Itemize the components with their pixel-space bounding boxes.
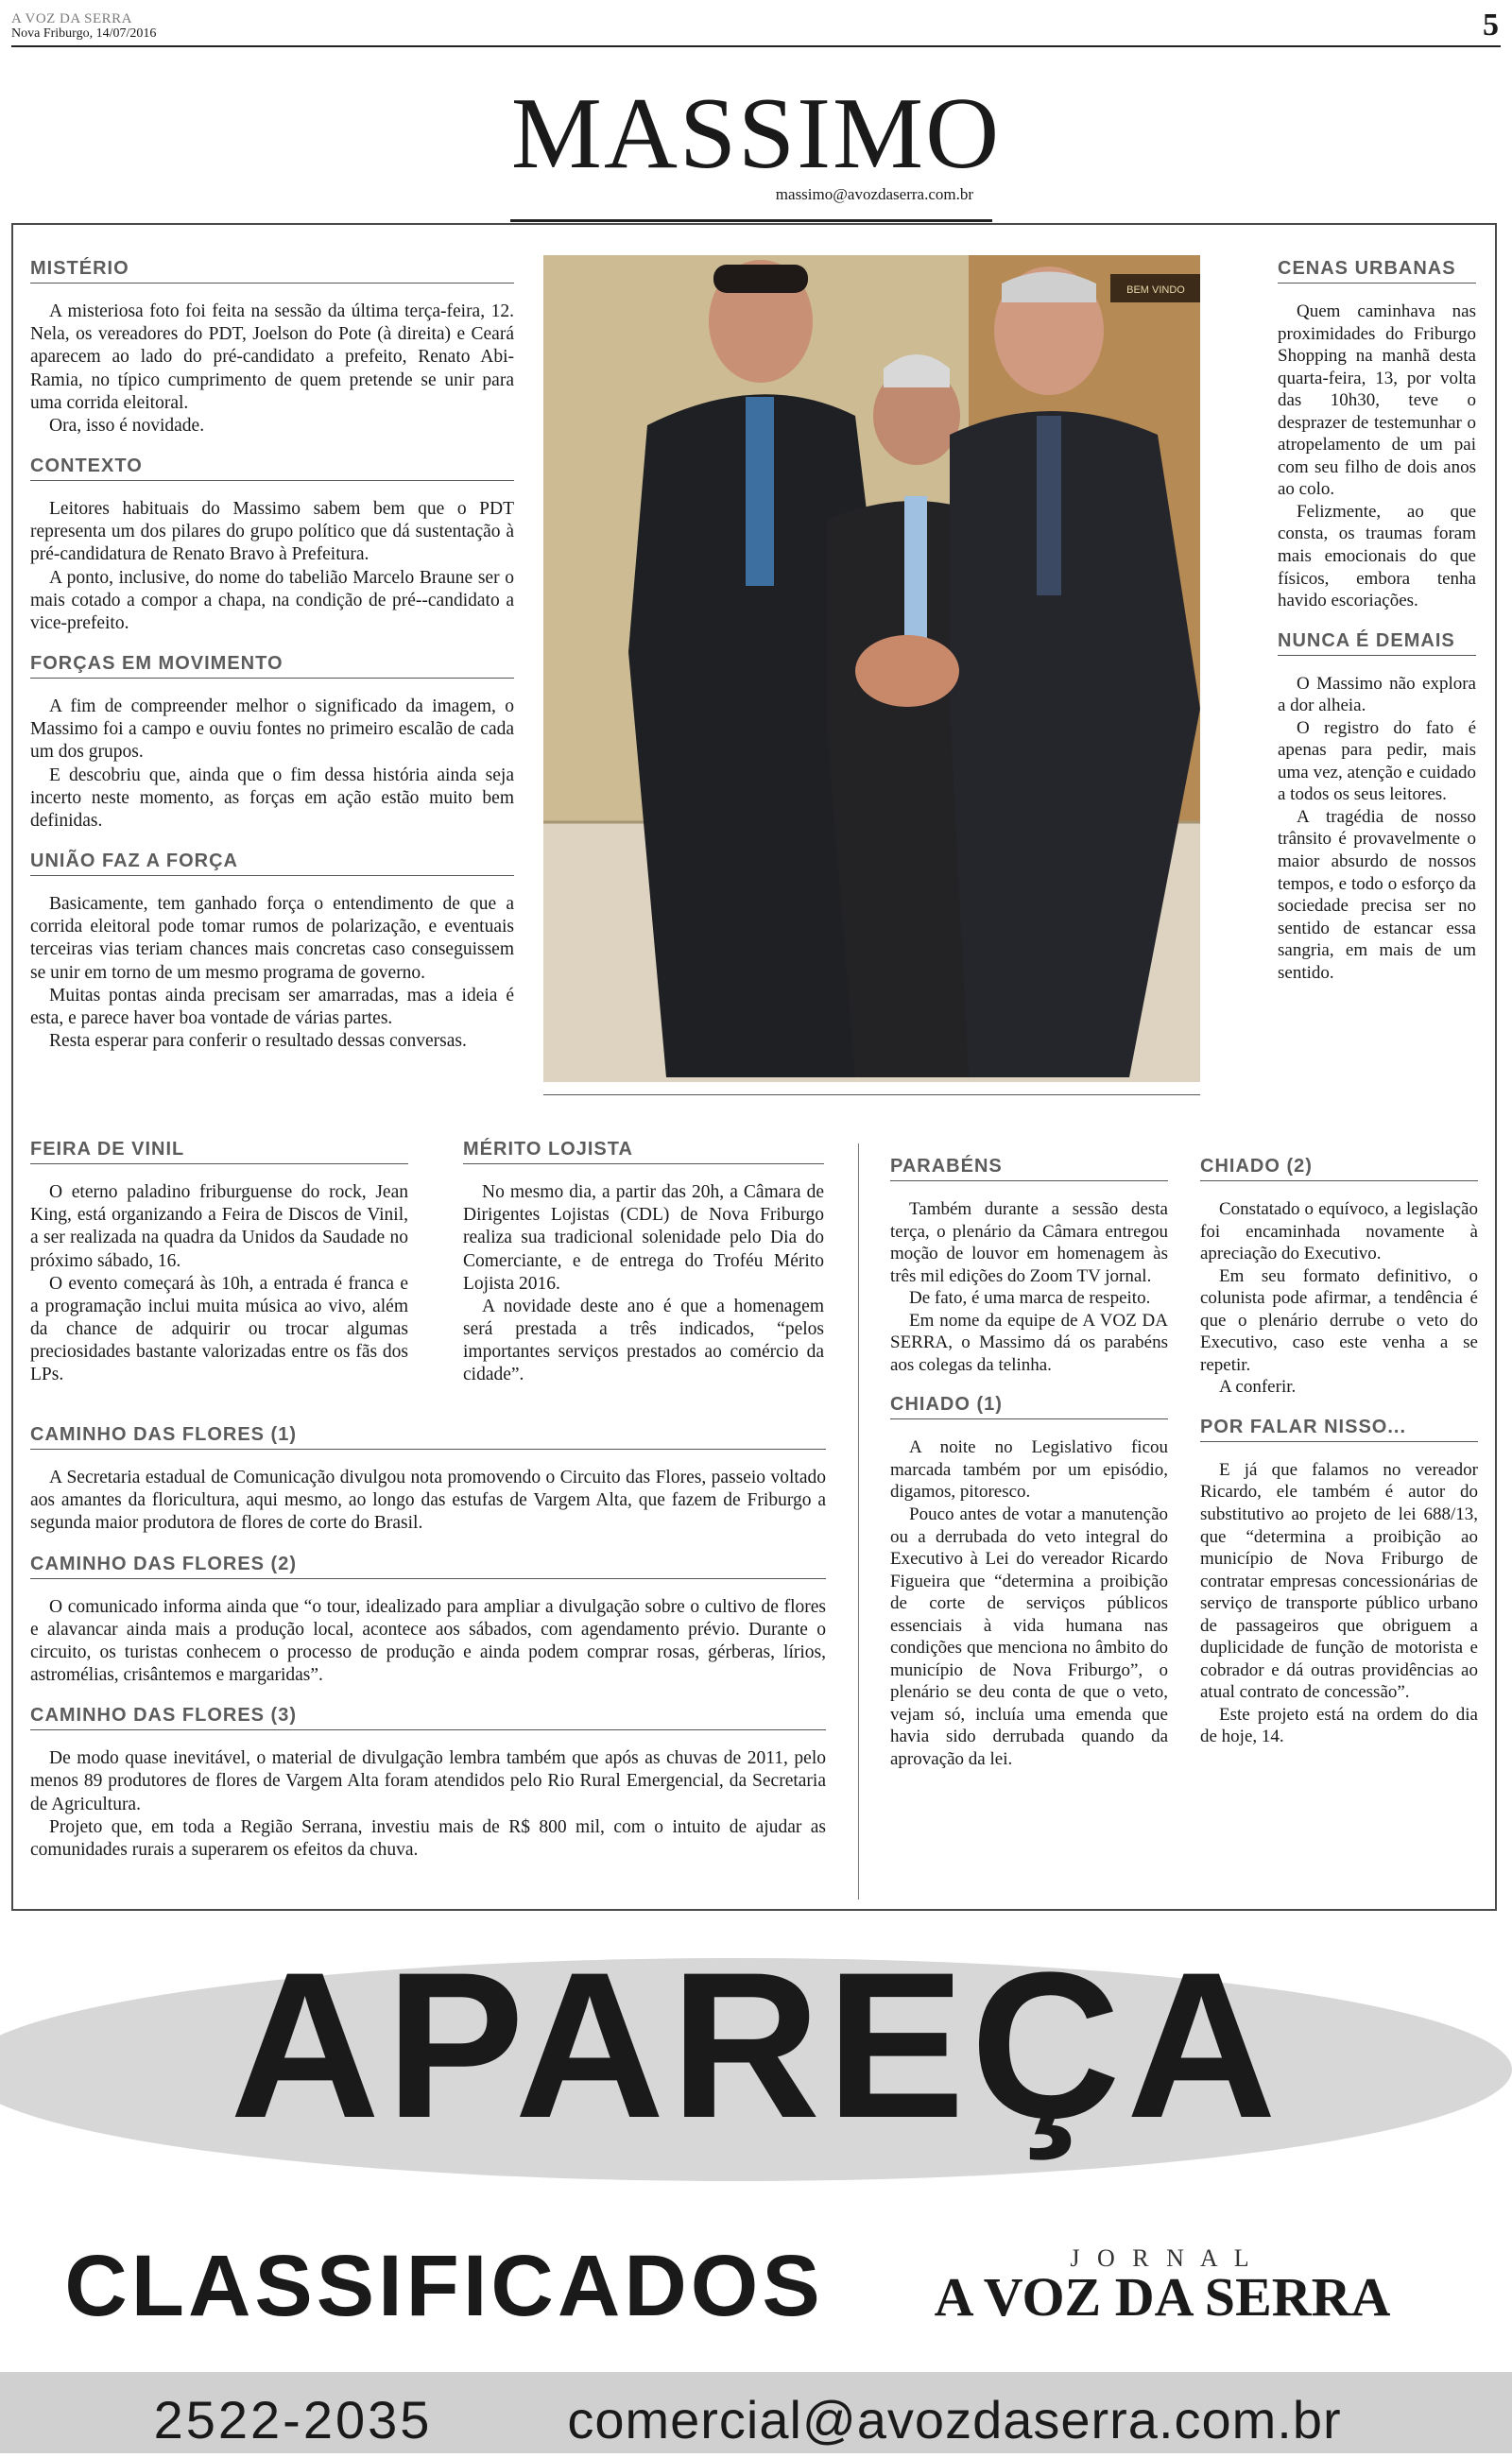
ad-email: comercial@avozdaserra.com.br bbox=[567, 2390, 1342, 2449]
section-gap bbox=[30, 635, 514, 652]
photo-rule bbox=[543, 1094, 1200, 1095]
newspaper-name: A VOZ DA SERRA bbox=[11, 11, 132, 26]
section-gap bbox=[30, 833, 514, 850]
section-heading: CAMINHO DAS FLORES (2) bbox=[30, 1553, 826, 1579]
section-heading: CAMINHO DAS FLORES (1) bbox=[30, 1423, 826, 1450]
paragraph: Resta esperar para conferir o resultado dessas conversas. bbox=[49, 1031, 467, 1052]
classifieds-ad-graphic bbox=[0, 1928, 1512, 2453]
paragraph: A misteriosa foto foi feita na sessão da última terça-feira, 12. Nela, os vereadores do PDT, Joelson do Pote (à direita) e Ceará aparecem ao lado do pré-candidato a prefeito, Renato Abi-Ramia, no típico cumprimento de quem pretende se unir para uma corrida eleitoral. bbox=[30, 301, 514, 413]
paragraph: A novidade deste ano é que a homenagem será prestada a três indicados, “pelos importantes serviços prestados ao comércio da cidade”. bbox=[463, 1296, 824, 1385]
paragraph: A conferir. bbox=[1219, 1377, 1297, 1398]
section-gap bbox=[30, 438, 514, 455]
edition-date: Nova Friburgo, 14/07/2016 bbox=[11, 26, 157, 41]
section-heading: FEIRA DE VINIL bbox=[30, 1138, 408, 1164]
classifieds-advertisement bbox=[0, 1928, 1512, 2453]
section-heading: CHIADO (2) bbox=[1200, 1155, 1478, 1181]
paragraph: Pouco antes de votar a manutenção ou a derrubada do veto integral do Executivo à Lei do vereador Ricardo Figueira que “determina a proibição de corte de serviços públicos essenciais à vida humana nas condições que menciona no âmbito do município de Nova Friburgo”, o plenário se deu conta de que o veto, vejam só, incluía uma emenda que havia sido derrubada quando da aprovação da lei. bbox=[890, 1504, 1168, 1770]
section-heading: NUNCA É DEMAIS bbox=[1278, 629, 1476, 656]
section-gap bbox=[1200, 1399, 1478, 1416]
paragraph: A tragédia de nosso trânsito é provavelmente o maior absurdo de nossos tempos, e todo o esforço da sociedade precisa ser no sentido de estancar essa sangria, em mais de um sentido. bbox=[1278, 806, 1476, 983]
column-email: massimo@avozdaserra.com.br bbox=[775, 185, 973, 203]
paragraph: Este projeto está na ordem do dia de hoje, 14. bbox=[1200, 1704, 1478, 1747]
section-heading: MÉRITO LOJISTA bbox=[463, 1138, 824, 1164]
paragraph: Em nome da equipe de A VOZ DA SERRA, o Massimo dá os parabéns aos colegas da telinha. bbox=[890, 1310, 1168, 1375]
paragraph: Felizmente, ao que consta, os traumas foram mais emocionais do que físicos, embora tenha havido escoriações. bbox=[1278, 501, 1476, 611]
section-heading: CONTEXTO bbox=[30, 455, 514, 481]
ad-headline: APAREÇA bbox=[230, 1929, 1282, 2161]
paragraph: Leitores habituais do Massimo sabem bem que o PDT representa um dos pilares do grupo político que dá sustentação à pré-candidatura de Renato Bravo à Prefeitura. bbox=[30, 499, 514, 565]
paragraph: Em seu formato definitivo, o colunista pode afirmar, a tendência é que o plenário derrube o veto do Executivo, caso este venha a se repetir. bbox=[1200, 1265, 1478, 1375]
ad-brand: A VOZ DA SERRA bbox=[934, 2266, 1391, 2328]
masthead-underline bbox=[510, 206, 992, 222]
paragraph: A noite no Legislativo ficou marcada também por um episódio, digamos, pitoresco. bbox=[890, 1437, 1168, 1503]
bottom-wide-column bbox=[30, 1423, 826, 1862]
page-number: 5 bbox=[1483, 8, 1499, 43]
ad-phone: 2522-2035 bbox=[153, 2390, 433, 2449]
paragraph: Muitas pontas ainda precisam ser amarradas, mas a ideia é esta, e parece haver boa vontade de várias partes. bbox=[30, 985, 514, 1028]
three-men-handshake-photo bbox=[543, 255, 1200, 1082]
section-gap bbox=[1278, 612, 1476, 629]
column-divider bbox=[858, 1143, 859, 1899]
paragraph: Também durante a sessão desta terça, o plenário da Câmara entregou moção de louvor em homenagem às três mil edições do Zoom TV jornal. bbox=[890, 1199, 1168, 1286]
bottom-column-d bbox=[1200, 1155, 1478, 1748]
section-heading: UNIÃO FAZ A FORÇA bbox=[30, 850, 514, 876]
section-heading: POR FALAR NISSO... bbox=[1200, 1416, 1478, 1442]
section-heading: CHIADO (1) bbox=[890, 1393, 1168, 1419]
paragraph: O comunicado informa ainda que “o tour, idealizado para ampliar a divulgação sobre o cultivo de flores e alavancar ainda mais a produção local, acontece aos sábados, com agendamento prévio. Durante o circuito, os turistas conhecem o processo de produção e ainda podem comprar rosas, gérberas, lírios, astromélias, crisântemos e margaridas”. bbox=[30, 1596, 826, 1686]
section-gap bbox=[30, 1687, 826, 1704]
section-heading: CENAS URBANAS bbox=[1278, 257, 1476, 284]
paragraph: De modo quase inevitável, o material de divulgação lembra também que após as chuvas de 2011, pelo menos 89 produtores de flores de Vargem Alta foram atendidos pelo Rio Rural Emergencial, da Secretaria de Agricultura. bbox=[30, 1748, 826, 1814]
paragraph: O registro do fato é apenas para pedir, mais uma vez, atenção e cuidado a todos os seus leitores. bbox=[1278, 717, 1476, 805]
section-gap bbox=[30, 1536, 826, 1553]
paragraph: A Secretaria estadual de Comunicação divulgou nota promovendo o Circuito das Flores, passeio voltado aos amantes da floricultura, aqui mesmo, ao longo das estufas de Vargem Alta, que fazem de Friburgo a segunda maior produtora de flores de corte do Brasil. bbox=[30, 1468, 826, 1534]
paragraph: Ora, isso é novidade. bbox=[49, 415, 205, 436]
paragraph: A fim de compreender melhor o significado da imagem, o Massimo foi a campo e ouviu fontes no primeiro escalão de cada um dos grupos. bbox=[30, 696, 514, 763]
paragraph: Quem caminhava nas proximidades do Friburgo Shopping na manhã desta quarta-feira, 13, por volta das 10h30, teve o desprazer de testemunhar o atropelamento de um pai com seu filho de dois anos ao colo. bbox=[1278, 301, 1476, 500]
section-gap bbox=[890, 1376, 1168, 1393]
paragraph: O evento começará às 10h, a entrada é franca e a programação inclui muita música ao vivo, além da chance de adquirir ou trocar algumas preciosidades bastante valorizadas entre os fãs dos LPs. bbox=[30, 1273, 408, 1385]
right-column bbox=[1278, 257, 1476, 984]
section-heading: MISTÉRIO bbox=[30, 257, 514, 284]
paragraph: O Massimo não explora a dor alheia. bbox=[1278, 673, 1476, 716]
bottom-column-a bbox=[30, 1138, 408, 1387]
paragraph: A ponto, inclusive, do nome do tabelião Marcelo Braune ser o mais cotado a compor a chapa, na condição de pré--candidato a vice-prefeito. bbox=[30, 567, 514, 633]
section-heading: PARABÉNS bbox=[890, 1155, 1168, 1181]
paragraph: E já que falamos no vereador Ricardo, ele também é autor do substitutivo ao projeto de lei 688/13, que “determina a proibição ao município de Nova Friburgo de contratar empresas concessionárias de serviço de transporte público urbano de passageiros que obriguem a duplicidade de função de motorista e cobrador e dá outras providências ao atual contrato de concessão”. bbox=[1200, 1459, 1478, 1703]
ad-jornal-label: J O R N A L bbox=[1070, 2244, 1255, 2272]
paragraph: E descobriu que, ainda que o fim dessa história ainda seja incerto neste momento, as forças em ação estão muito bem definidas. bbox=[30, 765, 514, 831]
paragraph: O eterno paladino friburguense do rock, Jean King, está organizando a Feira de Discos de Vinil, a ser realizada na quadra da Unidos da Saudade no próximo sábado, 16. bbox=[30, 1182, 408, 1271]
header-rule bbox=[11, 45, 1501, 47]
section-heading: FORÇAS EM MOVIMENTO bbox=[30, 652, 514, 679]
ad-subline: CLASSIFICADOS bbox=[64, 2238, 824, 2334]
wall-sign-text: BEM VINDO bbox=[1126, 284, 1185, 296]
bottom-column-c bbox=[890, 1155, 1168, 1771]
paragraph: No mesmo dia, a partir das 20h, a Câmara de Dirigentes Lojistas (CDL) de Nova Friburgo realiza sua tradicional solenidade pelo Dia do Comerciante, e de entrega do Troféu Mérito Lojista 2016. bbox=[463, 1182, 824, 1294]
paragraph: Constatado o equívoco, a legislação foi encaminhada novamente à apreciação do Executivo. bbox=[1200, 1199, 1478, 1264]
news-photo bbox=[543, 255, 1200, 1082]
left-column bbox=[30, 257, 514, 1053]
paragraph: Basicamente, tem ganhado força o entendimento de que a corrida eleitoral pode tomar rumos de polarização, e eventuais terceiras vias teriam chances mais concretas caso conseguissem se unir em torno de um mesmo programa de governo. bbox=[30, 894, 514, 983]
paragraph: De fato, é uma marca de respeito. bbox=[909, 1288, 1151, 1309]
bottom-column-b bbox=[463, 1138, 824, 1387]
section-heading: CAMINHO DAS FLORES (3) bbox=[30, 1704, 826, 1730]
paragraph: Projeto que, em toda a Região Serrana, investiu mais de R$ 800 mil, com o intuito de ajudar as comunidades rurais a superarem os efeitos da chuva. bbox=[30, 1816, 826, 1860]
column-masthead: MASSIMO bbox=[510, 77, 1002, 190]
